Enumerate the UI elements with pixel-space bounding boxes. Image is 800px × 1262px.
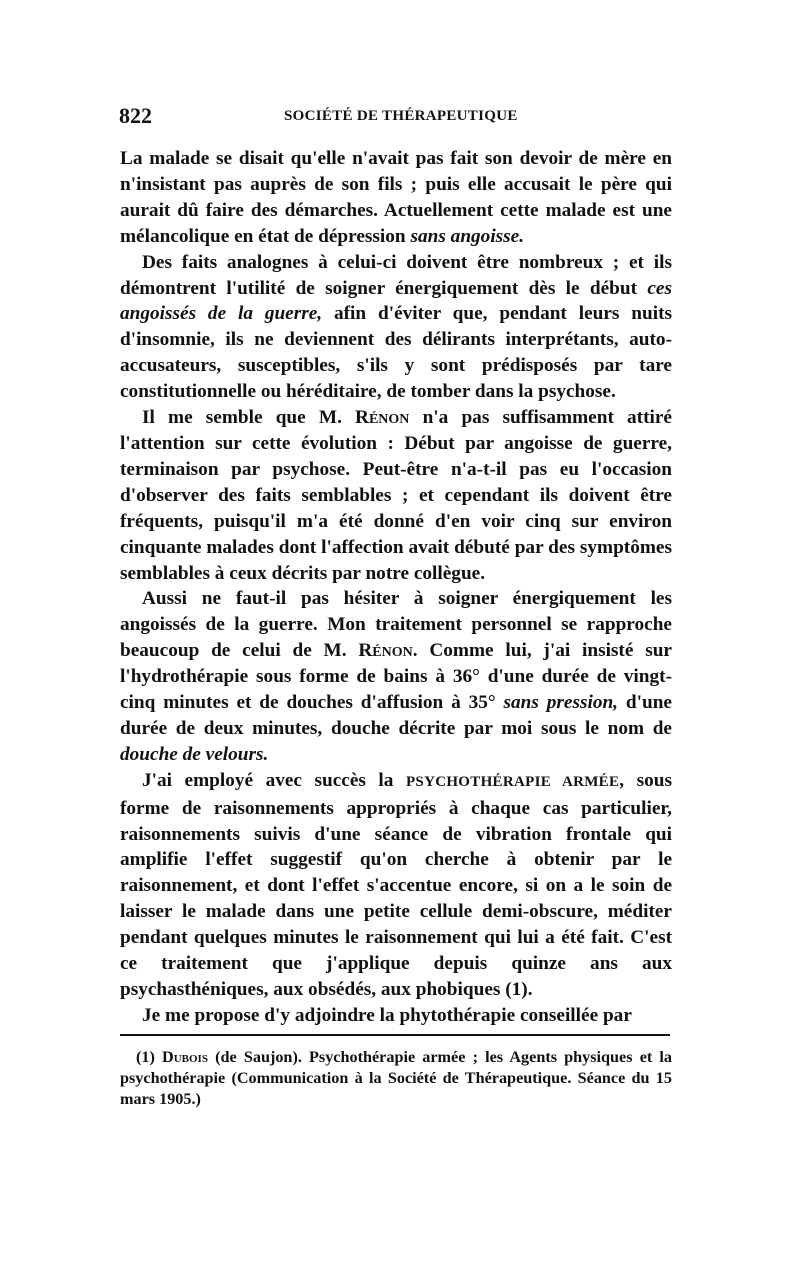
footnote xyxy=(120,1047,672,1110)
page-number: 822 xyxy=(119,103,152,128)
footnote-divider xyxy=(120,1034,670,1036)
paragraph-4-italic-1: sans pression, xyxy=(503,692,619,714)
paragraph-4-italic-2: douche de velours. xyxy=(120,743,269,765)
paragraph-2-text-a: Des faits analognes à celui-ci doivent être nombreux ; et ils démontrent l'utilité de soigner énergiquement dès le début xyxy=(120,251,672,299)
paragraph-4 xyxy=(120,586,672,767)
paragraph-5-text-b: , sous forme de raisonnements appropriés à chaque cas particulier, raisonnements suivis d'une séance de vibration frontale qui amplifie l'effet suggestif qu'on cherche à obtenir par le raisonnement, et dont l'effet s'accentue encore, si on a le soin de laisser le malade dans une petite cellule demi-obscure, méditer pendant quelques minutes le raisonnement qui lui a été fait. C'est ce traitement que j'applique depuis quinze ans aux psychasthéniques, aux obsédés, aux phobiques (1). xyxy=(120,769,672,1000)
paragraph-5-text-a: J'ai employé avec succès la xyxy=(142,769,394,791)
paragraph-4-text-a: Aussi ne faut-il pas hésiter à soigner énergiquement les angoissés de la guerre. Mon traitement personnel se rapproche beaucoup de celui de M. xyxy=(120,588,672,662)
author-name-renon-2: Rénon xyxy=(358,640,413,662)
paragraph-3-text-a: Il me semble que M. xyxy=(142,407,342,429)
body-text xyxy=(120,146,672,1029)
running-title: SOCIÉTÉ DE THÉRAPEUTIQUE xyxy=(284,108,518,124)
term-psychotherapie-armee: PSYCHOTHÉRAPIE ARMÉE xyxy=(405,773,620,790)
paragraph-4-text-b: . Comme lui, j'ai insisté sur l'hydrothérapie sous forme de bains à 36° d'une durée de vingt-cinq minutes et de douches d'affusion à 35° xyxy=(120,640,672,714)
paragraph-2-italic: ces angoissés de la guerre, xyxy=(120,277,672,325)
paragraph-4-text-c: d'une durée de deux minutes, douche décrite par moi sous le nom de xyxy=(120,692,672,739)
paragraph-6 xyxy=(120,1003,672,1029)
paragraph-3-text-b: n'a pas suffisamment attiré l'attention sur cette évolution : Début par angoisse de guerre, terminaison par psychose. Peut-être n'a-t-il pas eu l'occasion d'observer des faits semblables ; et cependant ils doivent être fréquents, puisqu'il m'a été donné d'en voir cinq sur environ cinquante malades dont l'affection avait débuté par des symptômes semblables à ceux décrits par notre collègue. xyxy=(120,407,672,584)
paragraph-1-text: La malade se disait qu'elle n'avait pas fait son devoir de mère en n'insistant pas auprès de son fils ; puis elle accusait le père qui aurait dû faire des démarches. Actuellement cette malade est une mélancolique en état de dépression xyxy=(120,148,672,247)
paragraph-5 xyxy=(120,768,672,1003)
author-name-renon: Rénon xyxy=(355,407,410,429)
paragraph-2-text-b: afin d'éviter que, pendant leurs nuits d'insomnie, ils ne deviennent des délirants interprétants, auto-accusateurs, susceptibles, s'ils y sont prédisposés par tare constitutionnelle ou héréditaire, de tomber dans la psychose. xyxy=(120,303,672,403)
paragraph-6-text: Je me propose d'y adjoindre la phytothérapie conseillée par xyxy=(142,1004,632,1026)
paragraph-1-italic: sans angoisse. xyxy=(410,225,525,247)
footnote-author: Dubois xyxy=(162,1048,208,1066)
paragraph-3 xyxy=(120,405,672,586)
paragraph-2 xyxy=(120,250,672,405)
running-head xyxy=(119,103,679,131)
footnote-text: (de Saujon). Psychothérapie armée ; les Agents physiques et la psychothérapie (Communication à la Société de Thérapeutique. Séance du 15 mars 1905.) xyxy=(120,1048,673,1108)
footnote-marker: (1) xyxy=(136,1048,155,1066)
paragraph-1 xyxy=(120,146,672,250)
